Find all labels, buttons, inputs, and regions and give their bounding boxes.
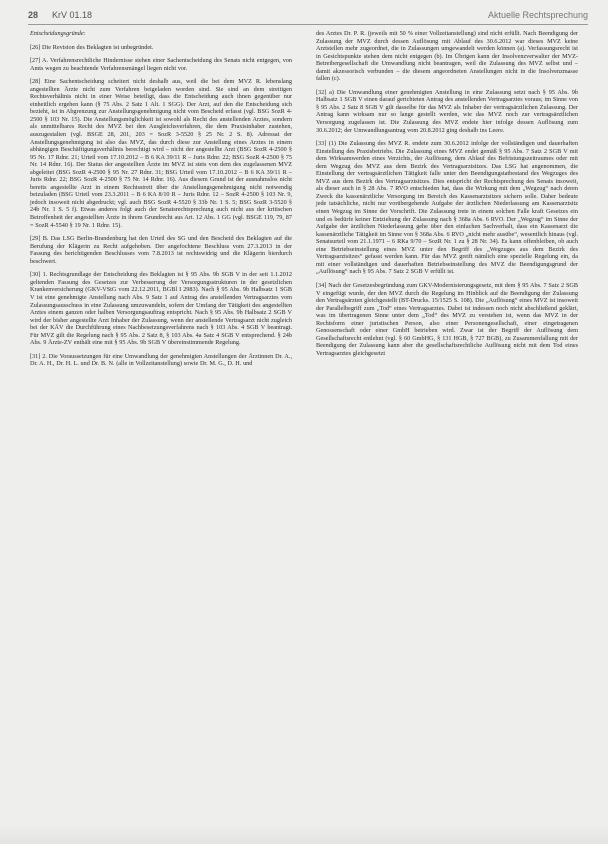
left-column bbox=[30, 30, 292, 374]
right-column bbox=[316, 30, 578, 363]
journal-issue: KrV 01.18 bbox=[52, 10, 93, 20]
page-bottom-shade bbox=[0, 824, 608, 844]
header-rule bbox=[28, 24, 588, 25]
paragraph: Entscheidungsgründe: bbox=[30, 30, 86, 37]
paragraph: [33] (1) Die Zulassung des MVZ R. endete zum 30.6.2012 infolge der vollständigen und dauerhaften Einstellung des Praxisbetriebs. Die Zulassung eines MVZ endet gemäß § 95 Abs. 7 Satz 2 SGB V mit dem Wirksamwerden eines Verzichts, der Auflösung, dem Ablauf des Befristungszeitraumes oder mit dem Wegzug des MVZ aus dem Bezirk des Vertragsarztsitzes. Das LSG hat angenommen, die Einstellung der vertragsärztlichen Tätigkeit falle unter den Beendigungstatbestand des Wegzuges des MVZ aus dem Bezirk des Vertragsarztsitzes. Dies entspricht der Rechtsprechung des Senats insoweit, als dieser auch in § 28 Abs. 7 RVO entschieden hat, dass die Wirkung mit dem „Wegzug“ nach deren Zweck die kassenärztliche Versorgung im Bereich des Kassenarztsitzes sichern solle. Daher bedeute jede tatsächliche, nicht nur vorübergehende Aufgabe der ärztlichen Niederlassung am Kassenarztsitz einen Wegzug im Sinne der Vorschrift. Die Zulassung trete in einem solchen Falle kraft Gesetzes ein und es bedürfe keiner Entziehung der Zulassung nach § 368a Abs. 6 RVO. Der „Wegzug“ im Sinne der Aufgabe der ärztlichen Niederlassung gehe über den einfachen Sachverhalt, dass ein Kassenarzt die kassenärztliche Tätigkeit im Sinne von § 368a Abs. 6 RVO „nicht mehr ausübe“, wesentlich hinaus (vgl. Senatsurteil vom 21.1.1971 – 6 RKa 9/70 – SozR Nr. 1 zu § 28 Nr. 34). Es kann offenbleiben, ob auch eine Betriebseinstellung eines MVZ unter den Begriff des „Wegzuges aus dem Bezirk des Vertragsarztsitzes“ gefasst werden kann. Für das MVZ greift nämlich eine spezielle Regelung ein, da mit einer vollständigen und dauerhaften Betriebseinstellung des MVZ die Beendigungsgrund der „Auflösung“ nach § 95 Abs. 7 Satz 2 SGB V erfüllt ist. bbox=[316, 140, 578, 276]
paragraph: [30] 1. Rechtsgrundlage der Entscheidung des Beklagten ist § 95 Abs. 9b SGB V in der seit 1.1.2012 geltenden Fassung des Gesetzes zur Verbesserung der Versorgungsstrukturen in der gesetzlichen Krankenversicherung (GKV-VStG vom 22.12.2011, BGBl I 2983). Nach § 95 Abs. 9b Halbsatz 1 SGB V ist eine genehmigte Anstellung nach Abs. 9 Satz 1 auf Antrag des anstellenden Vertragsarztes vom Zulassungsausschuss in eine Zulassung umzuwandeln, sofern der Umfang der Tätigkeit des angestellten Arztes einem ganzen oder halben Versorgungsauftrag entspricht. Nach § 95 Abs. 9b Halbsatz 2 SGB V wird der bisher angestellte Arzt Inhaber der Zulassung, wenn der anstellende Vertragsarzt nicht zugleich bei der KÄV die Durchführung eines Nachbesetzungsverfahrens nach § 103 Abs. 4 SGB V beantragt. Für MVZ gilt die Regelung nach § 95 Abs. 2 Satz 8, § 103 Abs. 4a Satz 4 SGB V entsprechend. § 24b Abs. 9 Ärzte-ZV enthält eine mit § 95 Abs. 9b SGB V übereinstimmende Regelung. bbox=[30, 271, 292, 347]
paragraph: [26] Die Revision des Beklagten ist unbegründet. bbox=[30, 43, 154, 51]
paragraph: [28] Eine Sachentscheidung scheitert nicht deshalb aus, weil die bei dem MVZ R. lebenslang angestellten Ärzte nicht zum Verfahren beigeladen worden sind. Sie sind an dem streitigen Rechtsverhältnis nicht in einer Weise beteiligt, dass die Entscheidung auch ihnen gegenüber nur einheitlich ergehen kann (§ 75 Abs. 2 Satz 1 Alt. 1 SGG). Der Arzt, auf den die Entscheidung sich bezieht, ist in Abgrenzung zur Anstellungsgenehmigung nicht vom Bescheid erfasst (vgl. BSG SozR 4-2500 § 103 Nr. 15). Die Anstellungsmöglichkeit ist sowohl als Recht des anstellenden Arztes, sondern als unmittelbares Recht des MVZ bei den Ausgleichsverfahren, die dem Praxisinhaber zustehen, auszugestalten (vgl. BSGE 28, 201, 203 = SozR 3-5520 § 25 Nr. 2 S. 8). Adressat der Anstellungsgenehmigung ist also das MVZ, das durch diese zur Anstellung eines Arztes in einem abhängigen Beschäftigungsverhältnis berechtigt wird – nicht der angestellte Arzt (BSG SozR 4-2500 § 95 Nr. 17 Rdnr. 21; Urteil vom 17.10.2012 – B 6 KA 39/11 R – Juris Rdnr. 22; BSG SozR 4-2500 § 75 Nr. 14 Rdnr. 16). Der Status der angestellten Ärzte im MVZ ist stets von dem des zugelassenen MVZ abgeleitet (BSG SozR 4-2500 § 95 Nr. 27 Rdnr. 31; BSG Urteil vom 17.10.2012 – B 6 KA 39/11 R – Juris Rdnr. 22; BSG SozR 4-2500 § 75 Nr. 14 Rdnr. 16). Aus diesem Grund ist der ausnahmslos nicht bereits angestellte Arzt in einem Rechtsstreit über die Anstellungsgenehmigung nicht notwendig beizuladen (BSG Urteil vom 23.3.2011 – B 6 KA 8/10 R – Juris Rdnr. 12 – SozR 4-2500 § 103 Nr. 9, jedoch insoweit nicht abgedruckt; vgl. auch BSG SozR 4-5520 § 33b Nr. 1 S. 5; BSG SozR 3-5520 § 24b Nr. 1 S. 5 f). Etwas anderes folgt auch der Senatsrechtsprechung auch nicht aus der kritischen Betroffenheit der angestellten Ärzte in ihrem Grundrecht aus Art. 12 Abs. 1 GG (vgl. BSGE 119, 79, 87 = SozR 4-5540 § 19 Nr. 1 Rdnr. 15). bbox=[30, 78, 292, 229]
paragraph: des Arztes Dr. P. R. (jeweils mit 50 % einer Vollzeitanstellung) sind nicht erfüllt. Nach Beendigung der Zulassung der MVZ durch dessen Auflösung mit Ablauf des 30.6.2012 war dieses MVZ keine Arztstellen mehr zugeordnet, die in Zulassungen umgewandelt werden können (a). Verfassungsrecht ist in Gesichtspunkte stehen dem nicht entgegen (b). Im Übrigen kann der Insolvenzverwalter der MVZ-Betreibergesellschaft die Umwandlung nicht beantragen, weil die Zulassung des MVZ selbst und – damit akzessorisch verbunden – die diesem angeordneten Anstellungen nicht in die Insolvenzmasse fallen (c). bbox=[316, 30, 578, 83]
paragraph: [32] a) Die Umwandlung einer genehmigten Anstellung in eine Zulassung setzt nach § 95 Abs. 9b Halbsatz 1 SGB V einen darauf gerichteten Antrag des anstellenden Vertragsarztes voraus; im Sinne von § 95 Abs. 2 Satz 8 SGB V gilt dasselbe für das MVZ als Inhaber der vertragsärztlichen Zulassung. Der Antrag kann wirksam nur so lange gestellt werden, wie das MVZ noch zur vertragsärztlichen Versorgung zugelassen ist. Die Zulassung des MVZ endete hier infolge dessen Auflösung zum 30.6.2012; der Umwandlungsantrag vom 20.8.2012 ging deshalb ins Leere. bbox=[316, 88, 578, 134]
paragraph: [31] 2. Die Voraussetzungen für eine Umwandlung der genehmigten Anstellungen der Ärztinnen Dr. A., Dr. A. H., Dr. H. L. und Dr. B. N. (alle in Vollzeitanstellung) sowie Dr. M. G., D. H. und bbox=[30, 352, 292, 368]
paragraph: [34] Nach der Gesetzesbegründung zum GKV-Modernisierungsgesetz, mit dem § 95 Abs. 7 Satz 2 SGB V eingefügt wurde, der den MVZ durch die Regelung im Hinblick auf die Beendigung der Zulassung den Vertragsärzten gleichgestellt (BT-Drucks. 15/1525 S. 108). Die „Auflösung“ eines MVZ ist insoweit der Parallelbegriff zum „Tod“ eines Vertragsarztes. Dabei ist indessen noch nicht abschließend geklärt, was im übertragenen Sinne unter dem „Tod“ des MVZ zu verstehen ist, wenn das MVZ in der Rechtsform einer juristischen Person, also einer Personengesellschaft, einer eingetragenen Genossenschaft oder einer GmbH betrieben wird. Zwar ist der Begriff der Auflösung dem Gesellschaftsrecht entlehnt (vgl. § 60 GmbHG, § 131 HGB, § 727 BGB), zu Zusammenfallung mit der Beendigung der Zulassung kann aber die gesellschaftsrechtliche Auflösung nicht mit dem Tod eines Vertragsarztes gleichgesetzt bbox=[316, 281, 578, 357]
page-header bbox=[28, 10, 588, 24]
paragraph: [27] A. Verfahrensrechtliche Hindernisse stehen einer Sachentscheidung des Senats nicht entgegen, von Amts wegen zu beachtende Verfahrensmängel liegen nicht vor. bbox=[30, 57, 292, 72]
paragraph: [29] B. Das LSG Berlin-Brandenburg hat den Urteil des SG und den Bescheid des Beklagten auf die Berufung der Klägerin zu Recht aufgehoben. Der angefochtene Beschluss vom 27.3.2013 in der Fassung des berichtigenden Beschlusses vom 7.8.2013 ist rechtswidrig und die Klägerin hierdurch beschwert. bbox=[30, 235, 292, 265]
section-title: Aktuelle Rechtsprechung bbox=[487, 10, 588, 20]
page-number: 28 bbox=[28, 10, 39, 20]
